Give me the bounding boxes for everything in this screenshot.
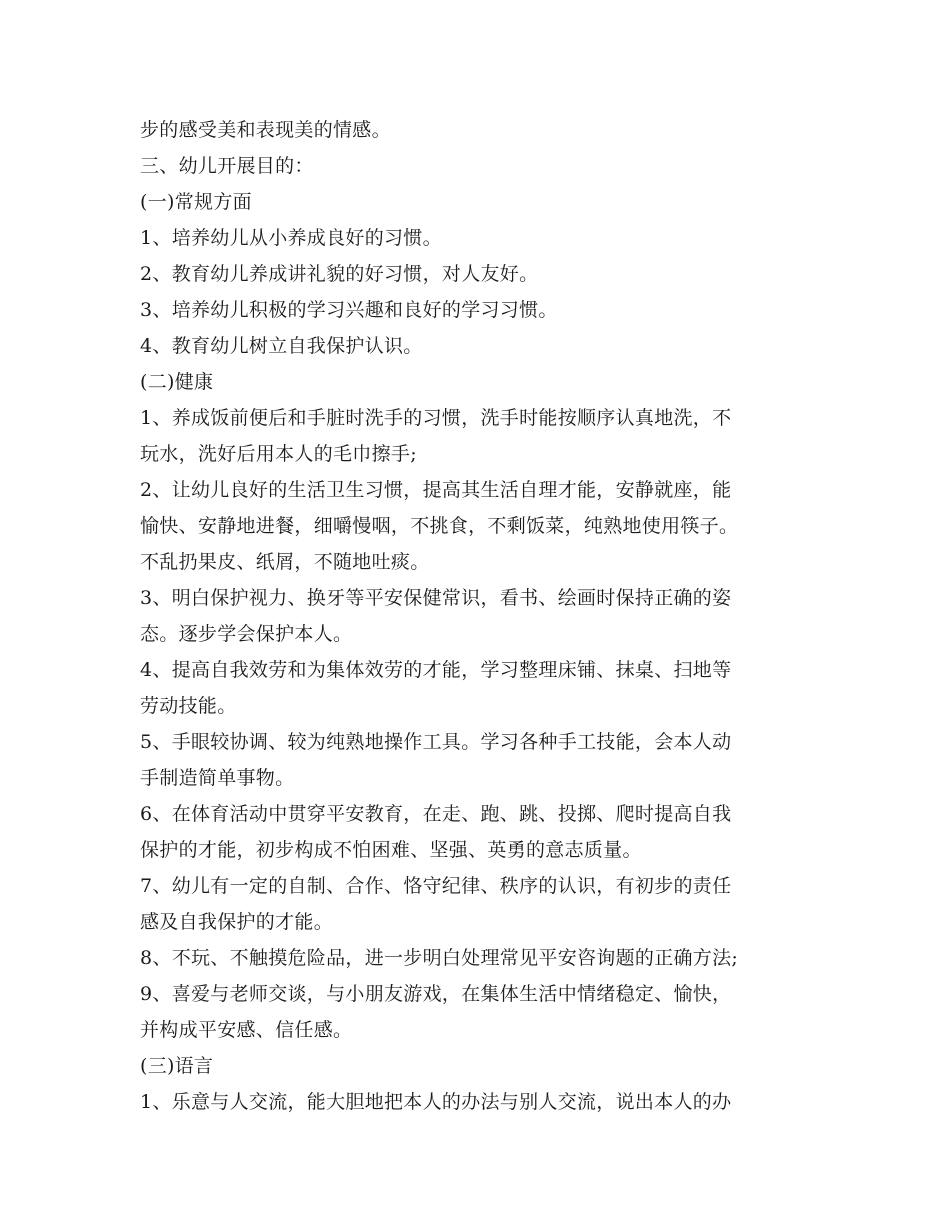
document-body [140,112,820,1120]
list-item: 2、教育幼儿养成讲礼貌的好习惯，对人友好。 [140,263,539,285]
list-item-continuation: 不乱扔果皮、纸屑，不随地吐痰。 [140,551,430,573]
list-item-continuation: 保护的才能，初步构成不怕困难、坚强、英勇的意志质量。 [140,839,642,861]
list-item: 5、手眼较协调、较为纯熟地操作工具。学习各种手工技能，会本人动 [140,731,732,753]
list-item: 4、提高自我效劳和为集体效劳的才能，学习整理床铺、抹桌、扫地等 [140,659,732,681]
list-item: 1、乐意与人交流，能大胆地把本人的办法与别人交流，说出本人的办 [140,1091,732,1113]
subsection-heading-routine: (一)常规方面 [140,191,252,213]
list-item: 6、在体育活动中贯穿平安教育，在走、跑、跳、投掷、爬时提高自我 [140,803,732,825]
list-item: 3、明白保护视力、换牙等平安保健常识，看书、绘画时保持正确的姿 [140,587,732,609]
list-item-continuation: 感及自我保护的才能。 [140,911,334,933]
list-item-continuation: 态。逐步学会保护本人。 [140,623,353,645]
list-item: 7、幼儿有一定的自制、合作、恪守纪律、秩序的认识，有初步的责任 [140,875,732,897]
list-item: 1、培养幼儿从小养成良好的习惯。 [140,227,442,249]
list-item-continuation: 并构成平安感、信任感。 [140,1019,353,1041]
list-item-continuation: 玩水，洗好后用本人的毛巾擦手; [140,443,417,465]
subsection-heading-health: (二)健康 [140,371,214,393]
list-item-continuation: 愉快、安静地进餐，细嚼慢咽，不挑食，不剩饭菜，纯熟地使用筷子。 [140,515,739,537]
section-heading-goals: 三、幼儿开展目的： [140,155,314,177]
list-item: 8、不玩、不触摸危险品，进一步明白处理常见平安咨询题的正确方法; [140,947,739,969]
list-item-continuation: 劳动技能。 [140,695,237,717]
list-item: 2、让幼儿良好的生活卫生习惯，提高其生活自理才能，安静就座，能 [140,479,732,501]
list-item: 4、教育幼儿树立自我保护认识。 [140,335,423,357]
list-item: 1、养成饭前便后和手脏时洗手的习惯，洗手时能按顺序认真地洗，不 [140,407,732,429]
subsection-heading-language: (三)语言 [140,1055,214,1077]
document-page [140,112,820,1120]
list-item: 3、培养幼儿积极的学习兴趣和良好的学习习惯。 [140,299,558,321]
text-line: 步的感受美和表现美的情感。 [140,119,391,141]
list-item: 9、喜爱与老师交谈，与小朋友游戏，在集体生活中情绪稳定、愉快， [140,983,732,1005]
list-item-continuation: 手制造简单事物。 [140,767,295,789]
